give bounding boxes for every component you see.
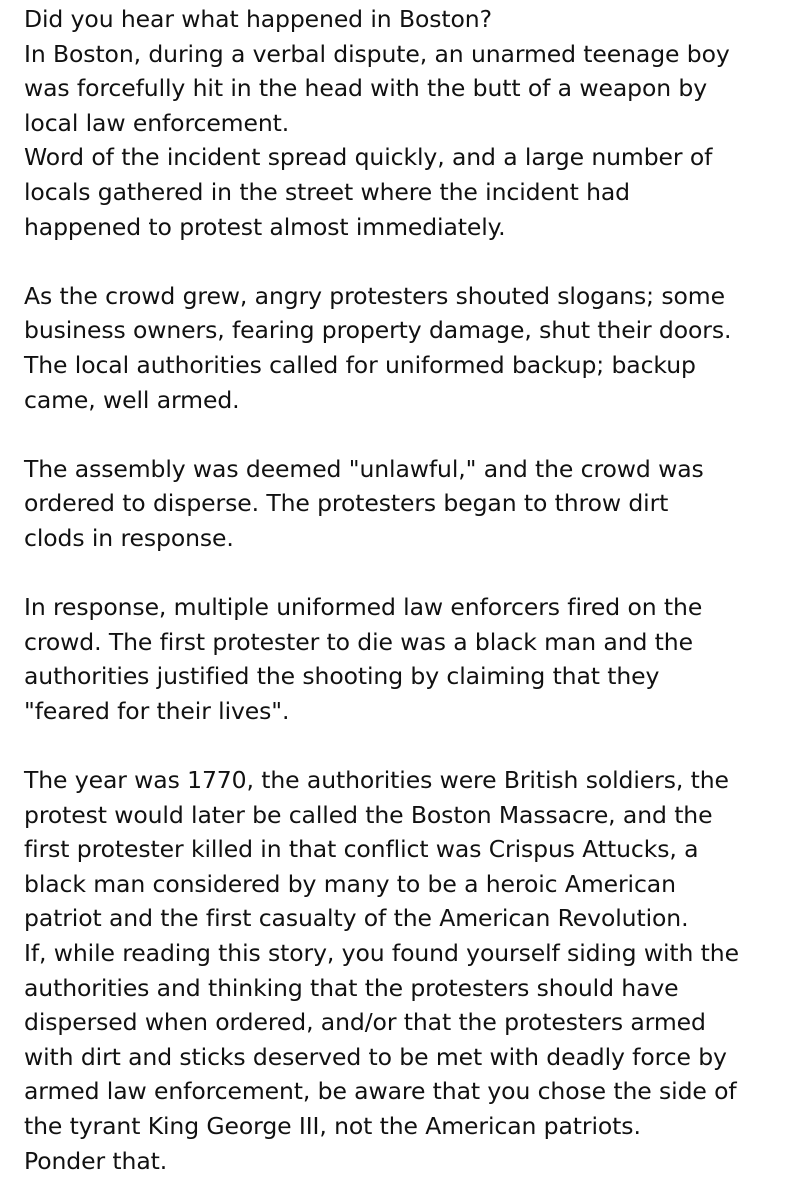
text-line: As the crowd grew, angry protesters shouted slogans; some xyxy=(24,281,725,310)
paragraph-gap xyxy=(24,728,794,763)
text-line: locals gathered in the street where the incident had xyxy=(24,177,630,206)
text-line: Word of the incident spread quickly, and a large number of xyxy=(24,143,713,172)
text-line: armed law enforcement, be aware that you chose the side of xyxy=(24,1077,737,1106)
text-line: patriot and the first casualty of the American Revolution. xyxy=(24,904,689,933)
text-line: with dirt and sticks deserved to be met with deadly force by xyxy=(24,1042,727,1071)
text-line: The year was 1770, the authorities were British soldiers, the xyxy=(24,766,729,795)
text-line: clods in response. xyxy=(24,523,234,552)
text-line: "feared for their lives". xyxy=(24,696,290,725)
text-line: came, well armed. xyxy=(24,385,240,414)
text-line: Ponder that. xyxy=(24,1146,168,1175)
text-line: In response, multiple uniformed law enforcers fired on the xyxy=(24,593,703,622)
paragraph-gap xyxy=(24,244,794,279)
paragraph-gap xyxy=(24,417,794,452)
text-line: local law enforcement. xyxy=(24,108,290,137)
text-line: If, while reading this story, you found yourself siding with the xyxy=(24,939,739,968)
text-line: authorities justified the shooting by claiming that they xyxy=(24,662,660,691)
text-line: The assembly was deemed "unlawful," and the crowd was xyxy=(24,454,704,483)
document-body xyxy=(24,2,794,1178)
text-line: authorities and thinking that the protesters should have xyxy=(24,973,679,1002)
text-line: The local authorities called for uniformed backup; backup xyxy=(24,350,696,379)
text-line: ordered to disperse. The protesters began to throw dirt xyxy=(24,489,669,518)
text-line: crowd. The first protester to die was a black man and the xyxy=(24,627,693,656)
text-line: business owners, fearing property damage, shut their doors. xyxy=(24,316,732,345)
text-line: the tyrant King George III, not the American patriots. xyxy=(24,1112,641,1140)
paragraph-gap xyxy=(24,556,794,591)
text-line: was forcefully hit in the head with the butt of a weapon by xyxy=(24,74,708,103)
text-line: Did you hear what happened in Boston? xyxy=(24,5,492,33)
text-line: happened to protest almost immediately. xyxy=(24,212,506,241)
text-line: first protester killed in that conflict was Crispus Attucks, a xyxy=(24,835,699,864)
text-line: In Boston, during a verbal dispute, an unarmed teenage boy xyxy=(24,39,730,68)
text-line: black man considered by many to be a heroic American xyxy=(24,869,676,898)
text-line: protest would later be called the Boston Massacre, and the xyxy=(24,800,713,829)
text-line: dispersed when ordered, and/or that the protesters armed xyxy=(24,1008,706,1037)
